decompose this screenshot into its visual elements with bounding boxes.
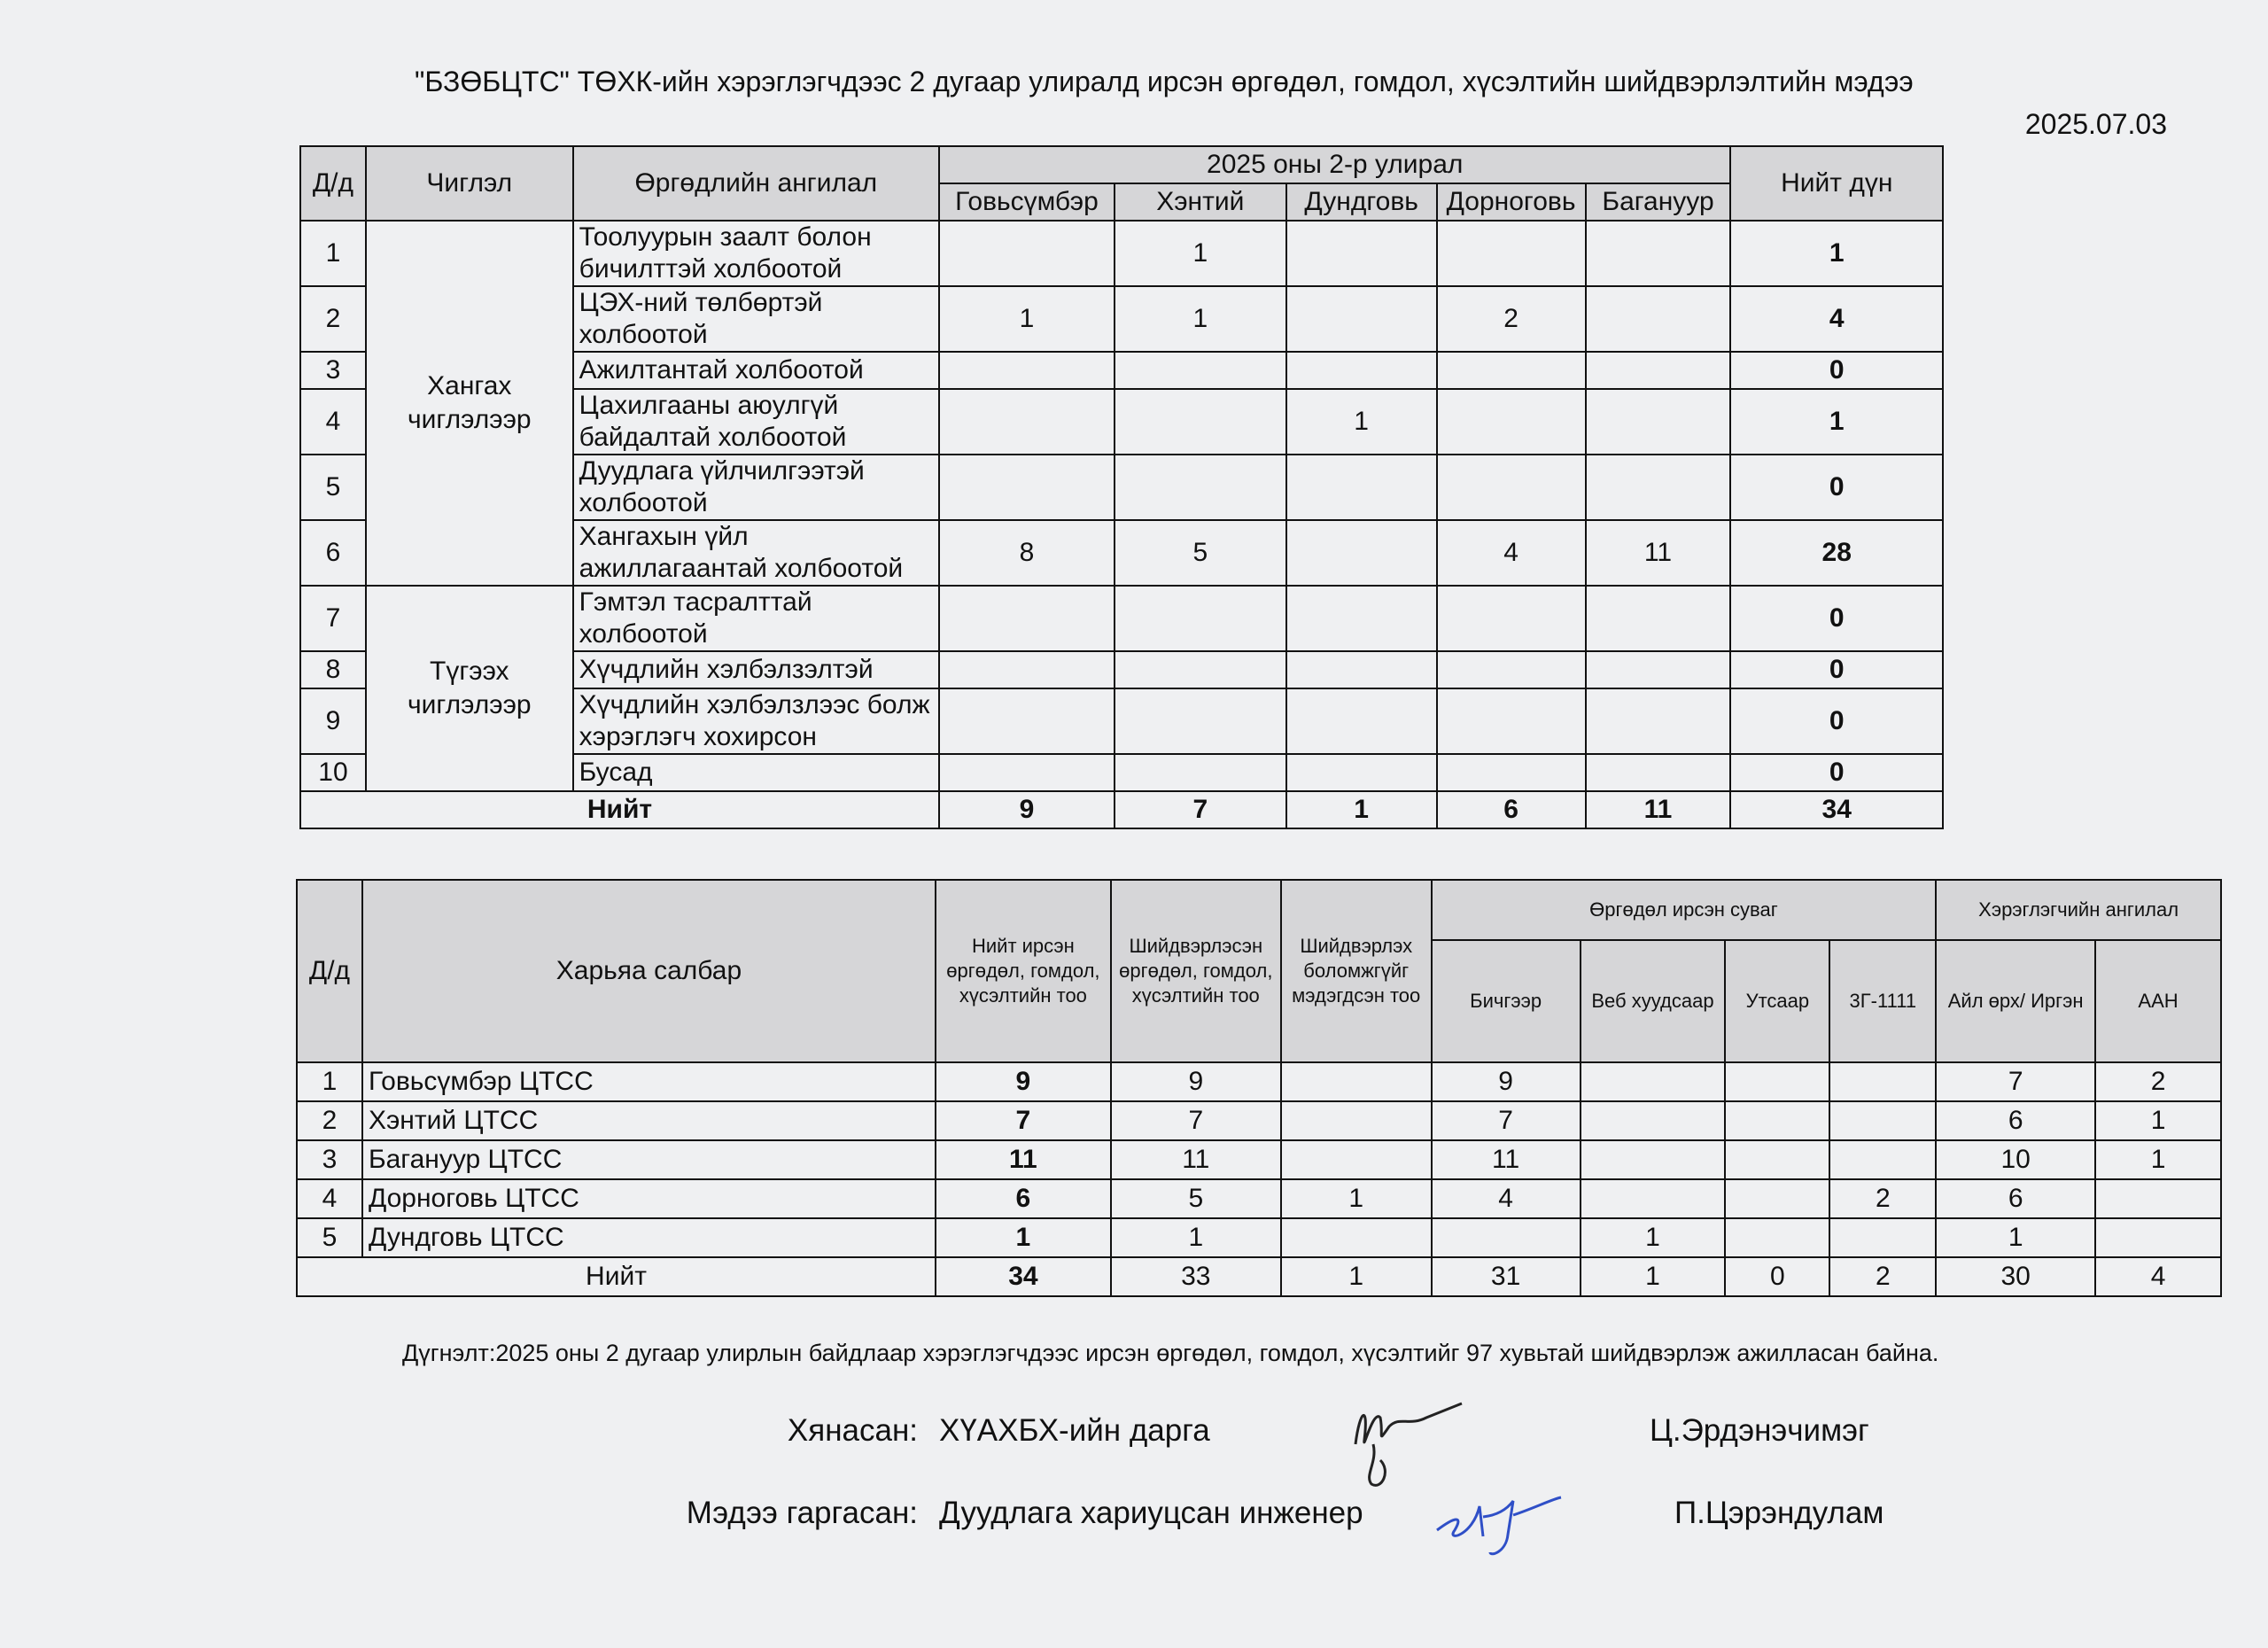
branch-name: Говьсүмбэр ЦТСС: [362, 1062, 936, 1101]
received-cell: 1: [936, 1218, 1111, 1257]
value-cell: 1: [1115, 286, 1286, 352]
value-cell: [1286, 455, 1437, 520]
value-cell: 11: [1586, 520, 1731, 586]
row-no: 2: [300, 286, 366, 352]
header-channel-item: Веб хуудсаар: [1581, 940, 1726, 1062]
branch-name: Дундговь ЦТСС: [362, 1218, 936, 1257]
value-cell: [1286, 352, 1437, 389]
channel-cell: [1725, 1140, 1829, 1179]
value-cell: [1437, 221, 1586, 286]
channel-cell: [1581, 1062, 1726, 1101]
received-cell: 11: [936, 1140, 1111, 1179]
resolved-cell: 5: [1111, 1179, 1281, 1218]
header-region: Говьсүмбэр: [939, 183, 1115, 221]
channel-cell: [1829, 1062, 1936, 1101]
header-no: Д/д: [297, 880, 362, 1062]
value-cell: [1437, 586, 1586, 651]
row-no: 5: [297, 1218, 362, 1257]
unresolvable-cell: [1281, 1101, 1432, 1140]
row-no: 3: [300, 352, 366, 389]
sum-consumer: 30: [1936, 1257, 2095, 1296]
total-cell: 0: [1730, 754, 1943, 791]
header-channel-item: 3Г-1111: [1829, 940, 1936, 1062]
total-cell: 0: [1730, 352, 1943, 389]
resolved-cell: 7: [1111, 1101, 1281, 1140]
value-cell: [939, 688, 1115, 754]
category-cell: Гэмтэл тасралттай холбоотой: [573, 586, 939, 651]
value-cell: [1437, 651, 1586, 688]
consumer-cell: 1: [2095, 1101, 2221, 1140]
value-cell: [939, 352, 1115, 389]
consumer-cell: 6: [1936, 1179, 2095, 1218]
value-cell: [1286, 520, 1437, 586]
value-cell: [1586, 221, 1731, 286]
channel-cell: [1581, 1101, 1726, 1140]
value-cell: 4: [1437, 520, 1586, 586]
table-row: [297, 1062, 2221, 1101]
value-cell: [1286, 651, 1437, 688]
signature-position: Дуудлага хариуцсан инженер: [939, 1496, 1363, 1530]
sum-channel: 0: [1725, 1257, 1829, 1296]
row-no: 6: [300, 520, 366, 586]
value-cell: [1586, 389, 1731, 455]
value-cell: [1586, 651, 1731, 688]
unresolvable-cell: [1281, 1218, 1432, 1257]
header-direction: Чиглэл: [366, 146, 573, 221]
value-cell: [1115, 688, 1286, 754]
category-cell: Цахилгааны аюулгүй байдалтай холбоотой: [573, 389, 939, 455]
value-cell: [939, 455, 1115, 520]
category-cell: Хүчдлийн хэлбэлзлээс болж хэрэглэгч хохирсон: [573, 688, 939, 754]
total-cell: 0: [1730, 688, 1943, 754]
row-no: 9: [300, 688, 366, 754]
value-cell: [1115, 389, 1286, 455]
row-no: 3: [297, 1140, 362, 1179]
handwritten-signature: [1428, 1481, 1570, 1561]
value-cell: [1286, 586, 1437, 651]
row-no: 10: [300, 754, 366, 791]
sum-channel: 2: [1829, 1257, 1936, 1296]
consumer-cell: [2095, 1179, 2221, 1218]
header-no: Д/д: [300, 146, 366, 221]
sum-cell: 7: [1115, 791, 1286, 828]
sum-row: [297, 1257, 2221, 1296]
value-cell: [939, 754, 1115, 791]
received-cell: 6: [936, 1179, 1111, 1218]
table-row: [297, 1179, 2221, 1218]
value-cell: [1437, 352, 1586, 389]
header-consumer-item: ААН: [2095, 940, 2221, 1062]
signature-name: Ц.Эрдэнэчимэг: [1650, 1413, 1869, 1448]
value-cell: 1: [1115, 221, 1286, 286]
consumer-cell: [2095, 1218, 2221, 1257]
value-cell: [939, 389, 1115, 455]
sum-channel: 1: [1581, 1257, 1726, 1296]
value-cell: [1586, 586, 1731, 651]
header-resolved: Шийдвэрлэсэн өргөдөл, гомдол, хүсэлтийн тоо: [1111, 880, 1281, 1062]
complaints-by-branch-table: [296, 879, 2222, 1297]
header-region: Хэнтий: [1115, 183, 1286, 221]
sum-cell: 6: [1437, 791, 1586, 828]
sum-cell: 9: [939, 791, 1115, 828]
channel-cell: [1581, 1140, 1726, 1179]
channel-cell: 4: [1432, 1179, 1581, 1218]
category-cell: Бусад: [573, 754, 939, 791]
row-no: 5: [300, 455, 366, 520]
sum-cell: 11: [1586, 791, 1731, 828]
signature-position: ХҮАХБХ-ийн дарга: [939, 1413, 1210, 1448]
header-channel-item: Бичгээр: [1432, 940, 1581, 1062]
branch-name: Багануур ЦТСС: [362, 1140, 936, 1179]
total-cell: 0: [1730, 651, 1943, 688]
category-cell: Тоолуурын заалт болон бичилттэй холбоотой: [573, 221, 939, 286]
table-row: [300, 221, 1943, 286]
sum-label: Нийт: [300, 791, 939, 828]
direction-cell: Хангах чиглэлээр: [366, 221, 573, 586]
channel-cell: [1725, 1062, 1829, 1101]
value-cell: [1437, 455, 1586, 520]
row-no: 8: [300, 651, 366, 688]
header-branch: Харьяа салбар: [362, 880, 936, 1062]
complaints-by-category-table: [299, 145, 1944, 829]
total-cell: 1: [1730, 221, 1943, 286]
value-cell: [1115, 651, 1286, 688]
sum-channel: 31: [1432, 1257, 1581, 1296]
value-cell: 2: [1437, 286, 1586, 352]
table-row: [300, 586, 1943, 651]
value-cell: [1586, 286, 1731, 352]
resolved-cell: 9: [1111, 1062, 1281, 1101]
header-region: Дундговь: [1286, 183, 1437, 221]
row-no: 4: [297, 1179, 362, 1218]
value-cell: 5: [1115, 520, 1286, 586]
direction-cell: Түгээх чиглэлээр: [366, 586, 573, 791]
resolved-cell: 11: [1111, 1140, 1281, 1179]
value-cell: [1586, 455, 1731, 520]
consumer-cell: 6: [1936, 1101, 2095, 1140]
header-region: Багануур: [1586, 183, 1731, 221]
document-date: 2025.07.03: [2024, 108, 2167, 140]
row-no: 7: [300, 586, 366, 651]
value-cell: [1437, 754, 1586, 791]
received-cell: 9: [936, 1062, 1111, 1101]
channel-cell: [1725, 1179, 1829, 1218]
channel-cell: [1725, 1218, 1829, 1257]
channel-cell: [1829, 1218, 1936, 1257]
received-cell: 7: [936, 1101, 1111, 1140]
unresolvable-cell: [1281, 1140, 1432, 1179]
channel-cell: [1829, 1101, 1936, 1140]
channel-cell: [1432, 1218, 1581, 1257]
total-cell: 1: [1730, 389, 1943, 455]
value-cell: [939, 586, 1115, 651]
value-cell: [1437, 389, 1586, 455]
category-cell: ЦЭХ-ний төлбөртэй холбоотой: [573, 286, 939, 352]
row-no: 1: [300, 221, 366, 286]
value-cell: [939, 651, 1115, 688]
value-cell: [1286, 754, 1437, 791]
value-cell: [1437, 688, 1586, 754]
table-row: [297, 1140, 2221, 1179]
sum-resolved: 33: [1111, 1257, 1281, 1296]
table-row: [297, 1101, 2221, 1140]
channel-cell: 7: [1432, 1101, 1581, 1140]
header-consumer-item: Айл өрх/ Иргэн: [1936, 940, 2095, 1062]
category-cell: Хангахын үйл ажиллагаантай холбоотой: [573, 520, 939, 586]
value-cell: [1586, 754, 1731, 791]
value-cell: [1115, 455, 1286, 520]
category-cell: Ажилтантай холбоотой: [573, 352, 939, 389]
value-cell: [1586, 352, 1731, 389]
value-cell: [1286, 286, 1437, 352]
value-cell: [1286, 688, 1437, 754]
total-cell: 4: [1730, 286, 1943, 352]
branch-name: Дорноговь ЦТСС: [362, 1179, 936, 1218]
signature-label: Хянасан:: [787, 1413, 918, 1448]
sum-label: Нийт: [297, 1257, 936, 1296]
consumer-cell: 7: [1936, 1062, 2095, 1101]
sum-received: 34: [936, 1257, 1111, 1296]
category-cell: Дуудлага үйлчилгээтэй холбоотой: [573, 455, 939, 520]
unresolvable-cell: 1: [1281, 1179, 1432, 1218]
header-unresolvable: Шийдвэрлэх боломжгүйг мэдэгдсэн тоо: [1281, 880, 1432, 1062]
header-channel-item: Утсаар: [1725, 940, 1829, 1062]
sum-consumer: 4: [2095, 1257, 2221, 1296]
total-cell: 28: [1730, 520, 1943, 586]
value-cell: 8: [939, 520, 1115, 586]
header-category: Өргөдлийн ангилал: [573, 146, 939, 221]
channel-cell: 9: [1432, 1062, 1581, 1101]
resolved-cell: 1: [1111, 1218, 1281, 1257]
sum-unresolvable: 1: [1281, 1257, 1432, 1296]
header-period: 2025 оны 2-р улирал: [939, 146, 1730, 183]
unresolvable-cell: [1281, 1062, 1432, 1101]
header-total: Нийт дүн: [1730, 146, 1943, 221]
total-cell: 0: [1730, 586, 1943, 651]
value-cell: [1115, 754, 1286, 791]
signature-label: Мэдээ гаргасан:: [686, 1496, 918, 1530]
value-cell: [939, 221, 1115, 286]
branch-name: Хэнтий ЦТСС: [362, 1101, 936, 1140]
sum-cell: 1: [1286, 791, 1437, 828]
row-no: 2: [297, 1101, 362, 1140]
conclusion-text: Дүгнэлт:2025 оны 2 дугаар улирлын байдлаар хэрэглэгчдээс ирсэн өргөдөл, гомдол, хүсэлтийг 97 хувьтай шийдвэрлэж ажилласан байна.: [402, 1340, 1939, 1366]
channel-cell: [1725, 1101, 1829, 1140]
document-title: "БЗӨБЦТС" ТӨХК-ийн хэрэглэгчдээс 2 дугаар улиралд ирсэн өргөдөл, гомдол, хүсэлтийн шийдвэрлэлтийн мэдээ: [415, 66, 1914, 97]
value-cell: [1286, 221, 1437, 286]
value-cell: [1115, 352, 1286, 389]
consumer-cell: 1: [1936, 1218, 2095, 1257]
signature-name: П.Цэрэндулам: [1674, 1496, 1884, 1530]
value-cell: 1: [939, 286, 1115, 352]
total-cell: 0: [1730, 455, 1943, 520]
sum-row: [300, 791, 1943, 828]
header-consumer: Хэрэглэгчийн ангилал: [1936, 880, 2221, 940]
header-channel: Өргөдөл ирсэн суваг: [1432, 880, 1937, 940]
consumer-cell: 1: [2095, 1140, 2221, 1179]
channel-cell: [1829, 1140, 1936, 1179]
table-row: [297, 1218, 2221, 1257]
sum-total: 34: [1730, 791, 1943, 828]
value-cell: 1: [1286, 389, 1437, 455]
channel-cell: 1: [1581, 1218, 1726, 1257]
header-region: Дорноговь: [1437, 183, 1586, 221]
value-cell: [1586, 688, 1731, 754]
row-no: 4: [300, 389, 366, 455]
channel-cell: 11: [1432, 1140, 1581, 1179]
consumer-cell: 2: [2095, 1062, 2221, 1101]
value-cell: [1115, 586, 1286, 651]
consumer-cell: 10: [1936, 1140, 2095, 1179]
channel-cell: 2: [1829, 1179, 1936, 1218]
row-no: 1: [297, 1062, 362, 1101]
category-cell: Хүчдлийн хэлбэлзэлтэй: [573, 651, 939, 688]
header-received: Нийт ирсэн өргөдөл, гомдол, хүсэлтийн тоо: [936, 880, 1111, 1062]
channel-cell: [1581, 1179, 1726, 1218]
